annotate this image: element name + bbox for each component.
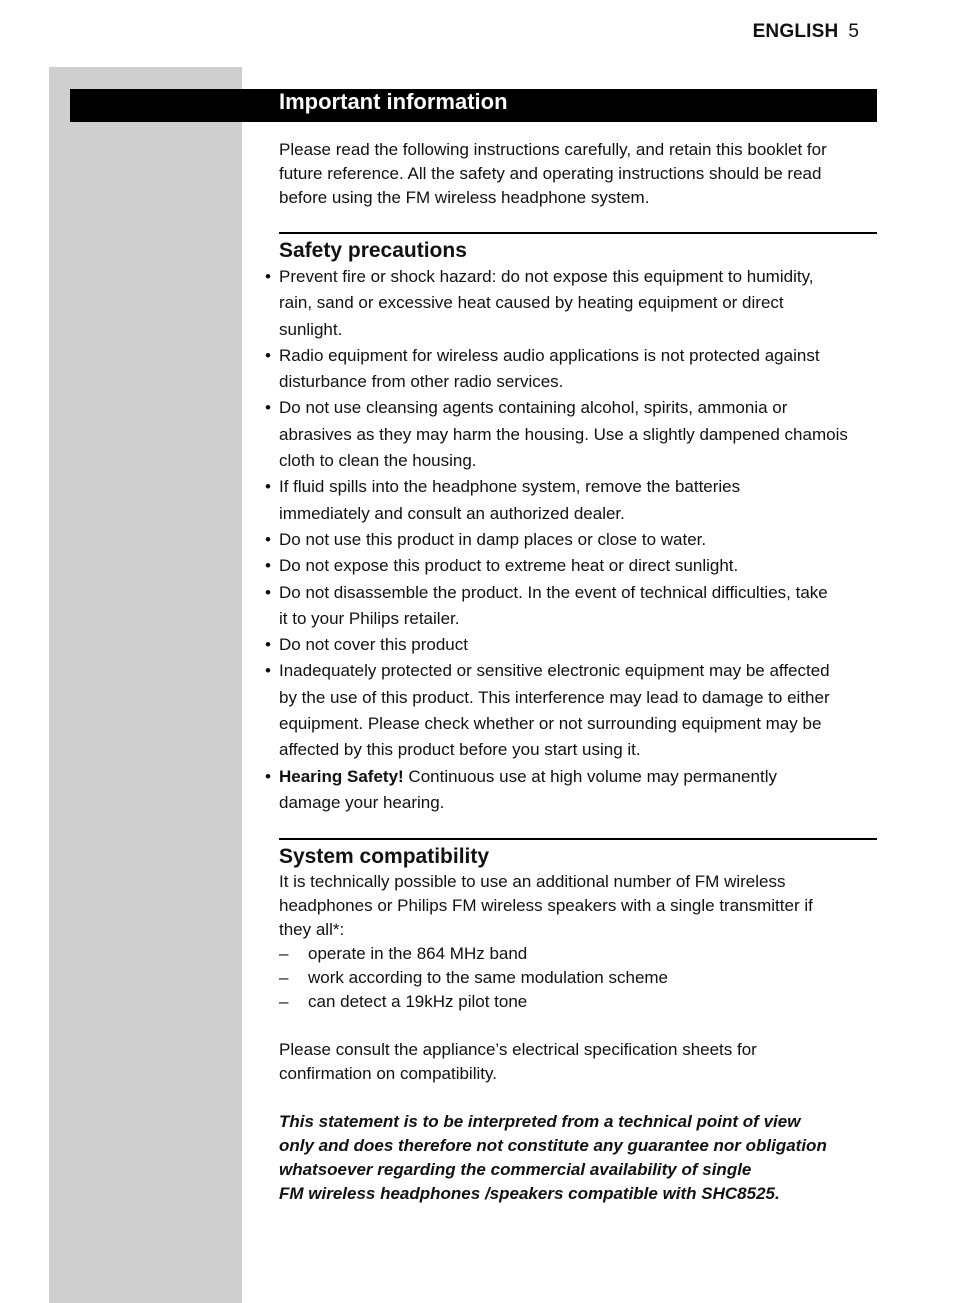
intro-line: before using the FM wireless headphone system. — [279, 188, 650, 207]
title-bar — [70, 89, 877, 122]
item-line: rain, sand or excessive heat caused by heating equipment or direct — [279, 293, 784, 313]
item-line: Do not use cleansing agents containing alcohol, spirits, ammonia or — [279, 398, 788, 418]
consult-line: Please consult the appliance’s electrical specification sheets for — [279, 1040, 757, 1060]
intro-paragraph — [279, 138, 877, 210]
list-item: – work according to the same modulation scheme — [279, 966, 877, 990]
item-line: equipment. Please check whether or not surrounding equipment may be — [279, 714, 822, 734]
compat-line: they all*: — [279, 920, 345, 940]
item-line: cloth to clean the housing. — [279, 451, 477, 471]
compat-intro — [279, 870, 877, 942]
list-item — [279, 474, 877, 527]
item-line: by the use of this product. This interference may lead to damage to either — [279, 687, 830, 707]
compat-line: headphones or Philips FM wireless speakers with a single transmitter if — [279, 896, 813, 916]
item-line: Radio equipment for wireless audio applications is not protected against — [279, 345, 820, 365]
list-item — [279, 553, 877, 579]
item-line: Continuous use at high volume may permanently — [403, 766, 777, 786]
compat-line: It is technically possible to use an additional number of FM wireless — [279, 872, 786, 892]
list-item — [279, 343, 877, 396]
compat-heading: System compatibility — [279, 845, 490, 869]
list-item — [279, 395, 877, 474]
item-line: disturbance from other radio services. — [279, 372, 564, 392]
disclaimer-line: FM wireless headphones /speakers compatible with SHC8525. — [279, 1184, 780, 1204]
item-line: If fluid spills into the headphone system, remove the batteries — [279, 477, 741, 497]
consult-line: confirmation on compatibility. — [279, 1064, 497, 1084]
page-title: Important information — [279, 89, 508, 114]
list-item — [279, 658, 877, 763]
compat-conditions — [279, 942, 877, 1014]
list-item-hearing — [279, 764, 877, 817]
item-line: Do not use this product in damp places or close to water. — [279, 529, 707, 549]
disclaimer-line: only and does therefore not constitute any guarantee nor obligation — [279, 1136, 827, 1156]
language-label: ENGLISH — [752, 21, 839, 42]
intro-line: Please read the following instructions carefully, and retain this booklet for — [279, 140, 827, 159]
list-item: – operate in the 864 MHz band — [279, 942, 877, 966]
item-line: sunlight. — [279, 319, 343, 339]
item-line: Do not cover this product — [279, 635, 468, 655]
hearing-safety-label: Hearing Safety! — [279, 766, 404, 786]
content — [279, 138, 877, 1206]
item-line: Do not expose this product to extreme heat or direct sunlight. — [279, 556, 739, 576]
item-line: Prevent fire or shock hazard: do not expose this equipment to humidity, — [279, 267, 814, 286]
page-header — [753, 20, 859, 44]
compat-section — [279, 838, 877, 1206]
item-line: damage your hearing. — [279, 792, 445, 812]
list-item — [279, 264, 877, 343]
safety-list — [279, 264, 877, 816]
item-line: Inadequately protected or sensitive electronic equipment may be affected — [279, 661, 830, 681]
item-line: affected by this product before you start using it. — [279, 740, 641, 760]
list-item — [279, 632, 877, 658]
page-number: 5 — [848, 21, 859, 42]
list-item — [279, 527, 877, 553]
item-line: immediately and consult an authorized dealer. — [279, 503, 625, 523]
disclaimer — [279, 1110, 877, 1206]
list-item — [279, 580, 877, 633]
disclaimer-line: This statement is to be interpreted from a technical point of view — [279, 1112, 801, 1132]
item-line: abrasives as they may harm the housing. Use a slightly dampened chamois — [279, 424, 848, 444]
disclaimer-line: whatsoever regarding the commercial availability of single — [279, 1160, 752, 1180]
safety-section — [279, 232, 877, 816]
consult-paragraph — [279, 1038, 877, 1086]
intro-line: future reference. All the safety and operating instructions should be read — [279, 164, 822, 183]
side-panel — [49, 67, 242, 1303]
item-line: Do not disassemble the product. In the event of technical difficulties, take — [279, 582, 828, 602]
item-line: it to your Philips retailer. — [279, 608, 460, 628]
safety-heading: Safety precautions — [279, 239, 467, 262]
list-item: – can detect a 19kHz pilot tone — [279, 990, 877, 1014]
